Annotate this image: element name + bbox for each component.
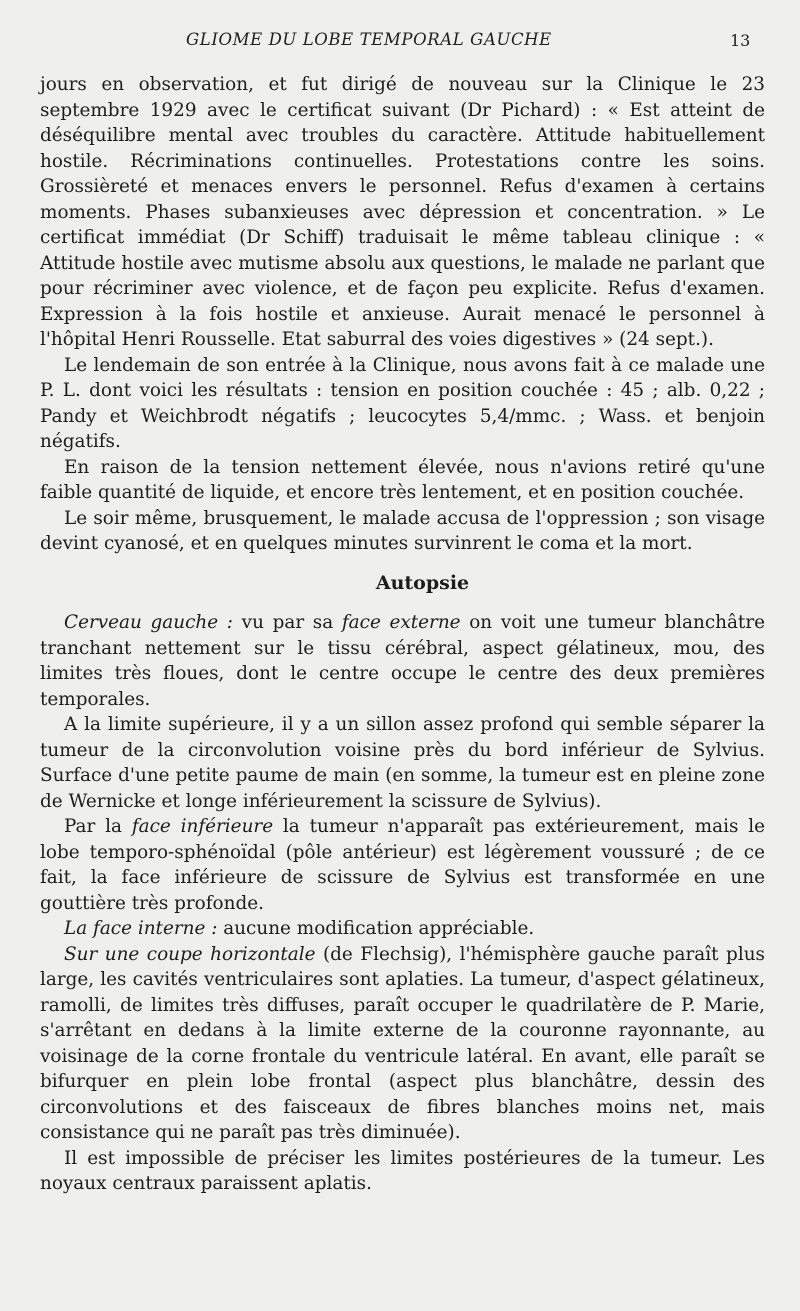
paragraph-limites-posterieures: Il est impossible de préciser les limites postérieures de la tumeur. Les noyaux centraux paraissent aplatis. xyxy=(40,1147,765,1194)
lead-cerveau-gauche: Cerveau gauche : xyxy=(64,612,233,633)
page-number: 13 xyxy=(730,31,751,50)
paragraph-death: Le soir même, brusquement, le malade accusa de l'oppression ; son visage devint cyanosé, et en quelques minutes survinrent le coma et la mort. xyxy=(40,507,765,554)
paragraph-cerveau-gauche: Cerveau gauche : vu par sa face externe on voit une tumeur blanchâtre tranchant nettement sur le tissu cérébral, aspect gélatineux, mou, des limites très floues, dont le centre occupe le centre des deux premières temporales. xyxy=(40,612,765,710)
paragraph-observation: jours en observation, et fut dirigé de nouveau sur la Clinique le 23 septembre 1929 avec le certificat suivant (Dr Pichard) : « Est atteint de déséquilibre mental avec troubles du caractère. Attitude habituellement hostile. Récriminations continuelles. Protestations contre les soins. Grossièreté et menaces envers le personnel. Refus d'examen à certains moments. Phases subanxieuses avec dépression et concentration. » Le certificat immédiat (Dr Schiff) traduisait le même tableau clinique : « Attitude hostile avec mutisme absolu aux questions, le malade ne parlant que pour récriminer avec violence, et de façon peu explicite. Refus d'examen. Expression à la fois hostile et anxieuse. Aurait menacé le personnel à l'hôpital Henri Rousselle. Etat saburral des voies digestives » (24 sept.). xyxy=(40,74,765,350)
section-title-autopsie: Autopsie xyxy=(375,571,470,594)
paragraph-limite-superieure: A la limite supérieure, il y a un sillon assez profond qui semble séparer la tumeur de la circonvolution voisine près du bord inférieur de Sylvius. Surface d'une petite paume de main (en somme, la tumeur est en pleine zone de Wernicke et longe inférieurement la scissure de Sylvius). xyxy=(40,714,765,812)
paragraph-face-inferieure: Par la face inférieure la tumeur n'apparaît pas extérieurement, mais le lobe temporo-sphénoïdal (pôle antérieur) est légèrement voussuré ; de ce fait, la face inférieure de scissure de Sylvius est transformée en une gouttière très profonde. xyxy=(40,816,765,914)
paragraph-lumbar-puncture: Le lendemain de son entrée à la Clinique, nous avons fait à ce malade une P. L. dont voici les résultats : tension en position couchée : 45 ; alb. 0,22 ; Pandy et Weichbrodt négatifs ; leucocytes 5,4/mmc. ; Wass. et benjoin négatifs. xyxy=(40,354,765,452)
running-title: GLIOME DU LOBE TEMPORAL GAUCHE xyxy=(186,30,552,49)
page-body xyxy=(40,72,765,1197)
paragraph-face-interne: La face interne : aucune modification appréciable. xyxy=(64,918,535,939)
paragraph-tension: En raison de la tension nettement élevée, nous n'avions retiré qu'une faible quantité de liquide, et encore très lentement, et en position couchée. xyxy=(40,456,765,503)
page-header xyxy=(0,28,800,58)
paragraph-coupe-horizontale: Sur une coupe horizontale (de Flechsig), l'hémisphère gauche paraît plus large, les cavités ventriculaires sont aplaties. La tumeur, d'aspect gélatineux, ramolli, de limites très diffuses, paraît occuper le quadrilatère de P. Marie, s'arrêtant en dedans à la limite externe de la couronne rayonnante, au voisinage de la corne frontale du ventricule latéral. En avant, elle paraît se bifurquer en plein lobe frontal (aspect plus blanchâtre, dessin des circonvolutions et des faisceaux de fibres blanches moins net, mais consistance qui ne paraît pas très diminuée). xyxy=(40,943,765,1143)
